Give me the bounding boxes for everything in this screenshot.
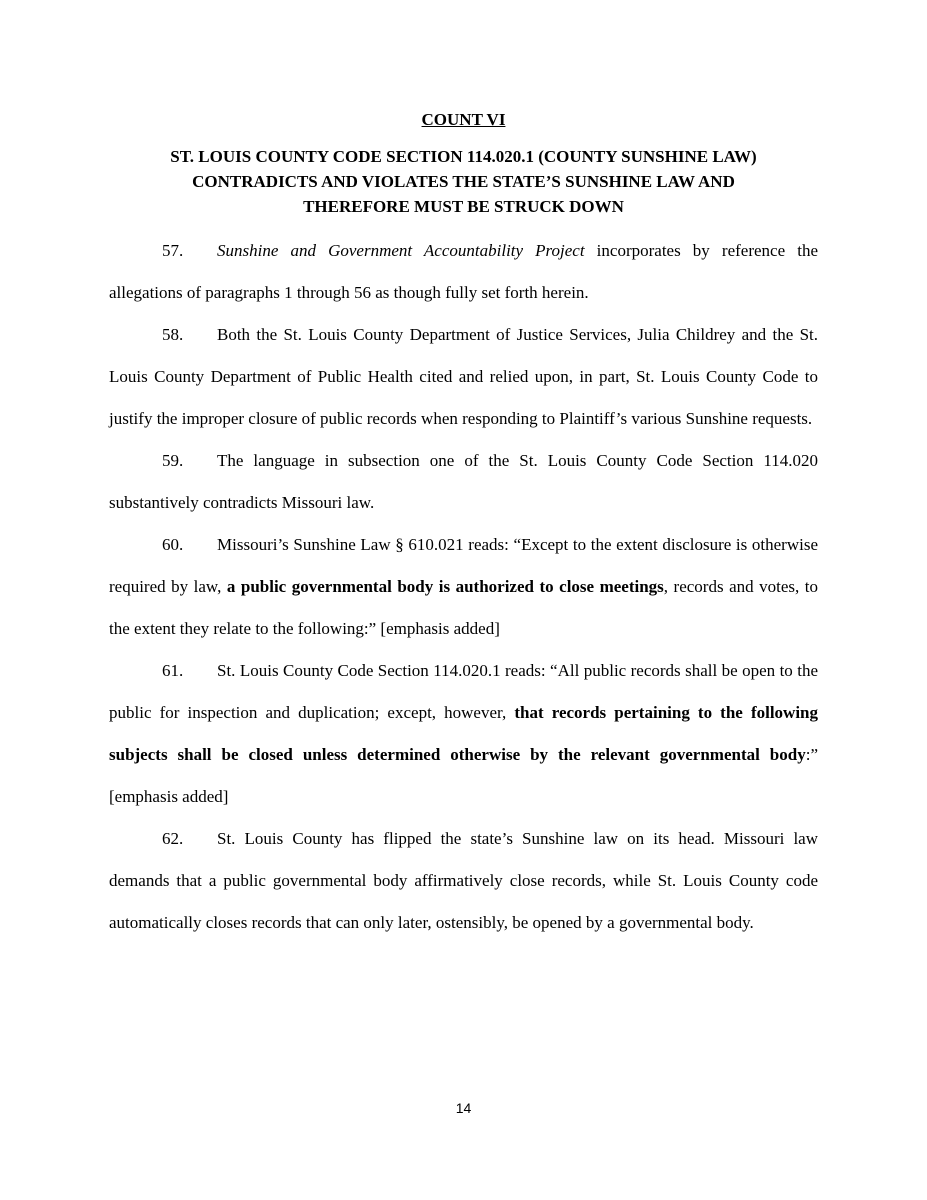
paragraph-text-italic: Sunshine and Government Accountability Project	[217, 241, 585, 260]
paragraph-number: 58.	[162, 325, 184, 344]
paragraph-number: 61.	[162, 661, 184, 680]
page-number: 14	[455, 1100, 472, 1116]
paragraph-text: incorporates by reference the allegations of paragraphs 1 through 56 as though fully set forth herein.	[109, 241, 818, 302]
count-subtitle-line: THEREFORE MUST BE STRUCK DOWN	[303, 197, 624, 216]
paragraph-57	[109, 230, 818, 314]
paragraph-text: Both the St. Louis County Department of Justice Services, Julia Childrey and the St. Louis County Department of Public Health cited and relied upon, in part, St. Louis County Code to justify the improper closure of public records when responding to Plaintiff’s various Sunshine requests.	[109, 325, 818, 428]
paragraph-59	[109, 440, 818, 524]
paragraph-text: St. Louis County Code Section 114.020.1 reads: “All public records shall be open to the public for inspection and duplication; except, however,	[109, 661, 818, 722]
paragraph-text: :” [emphasis added]	[109, 745, 818, 806]
paragraph-text: , records and votes, to the extent they relate to the following:” [emphasis added]	[109, 577, 819, 638]
paragraph-62	[109, 818, 818, 944]
document-body	[109, 230, 818, 944]
paragraph-number: 59.	[162, 451, 184, 470]
paragraph-number: 62.	[162, 829, 184, 848]
paragraph-61	[109, 650, 818, 818]
paragraph-number: 60.	[162, 535, 184, 554]
paragraph-text: St. Louis County has flipped the state’s Sunshine law on its head. Missouri law demands that a public governmental body affirmatively close records, while St. Louis County code automatically closes records that can only later, ostensibly, be opened by a governmental body.	[109, 829, 818, 932]
count-title: COUNT VI	[421, 110, 506, 129]
count-subtitle-line: ST. LOUIS COUNTY CODE SECTION 114.020.1 (COUNTY SUNSHINE LAW)	[170, 147, 757, 166]
paragraph-text: Missouri’s Sunshine Law § 610.021 reads: “Except to the extent disclosure is otherwise required by law,	[109, 535, 818, 596]
paragraph-number: 57.	[162, 241, 184, 260]
paragraph-58	[109, 314, 818, 440]
paragraph-text-bold: a public governmental body is authorized to close meetings	[226, 577, 664, 596]
count-subtitle	[150, 144, 777, 219]
paragraph-text: The language in subsection one of the St. Louis County Code Section 114.020 substantively contradicts Missouri law.	[109, 451, 818, 512]
paragraph-text-bold: that records pertaining to the following subjects shall be closed unless determined otherwise by the relevant governmental body	[109, 703, 818, 764]
paragraph-60	[109, 524, 818, 650]
count-subtitle-line: CONTRADICTS AND VIOLATES THE STATE’S SUNSHINE LAW AND	[192, 172, 735, 191]
